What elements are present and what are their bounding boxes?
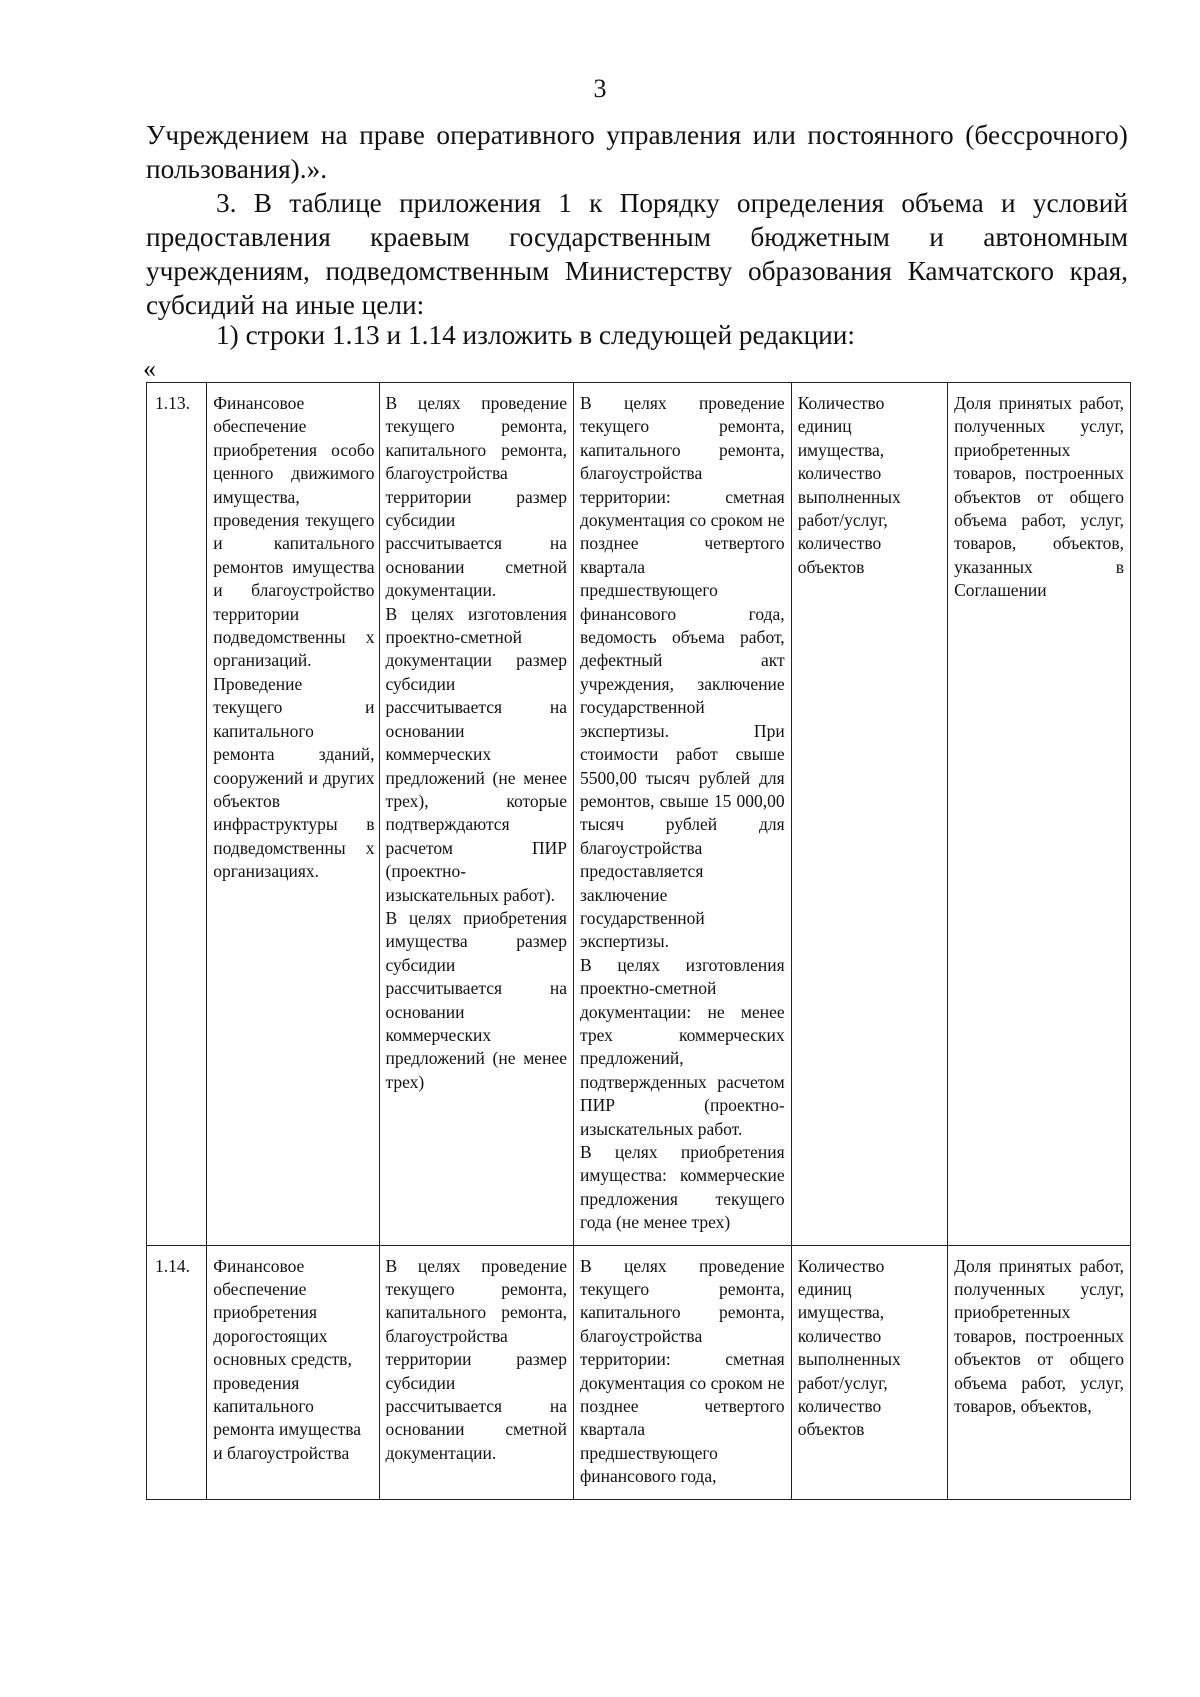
item-3-line-3: учреждениям, подведомственным Министерству образования Камчатского края,	[146, 256, 1128, 286]
calculation-text-purchase: В целях приобретения имущества размер субсидии рассчитывается на основании коммерческих предложений (не менее трех)	[385, 907, 567, 1092]
result-cell: Количество единиц имущества, количество выполненных работ/услуг, количество объектов	[791, 1245, 947, 1499]
table-row-1-13	[147, 383, 1131, 1246]
item-3-paragraph	[146, 186, 1128, 322]
subitem-1-text: 1) строки 1.13 и 1.14 изложить в следующей редакции:	[216, 320, 855, 350]
continuation-line-1: Учреждением на праве оперативного управления или постоянного (бессрочного)	[146, 120, 1128, 150]
continuation-line-2: пользования).».	[146, 154, 328, 184]
row-number: 1.14.	[147, 1245, 207, 1499]
calculation-cell	[379, 383, 573, 1246]
item-3-line-4: субсидий на иные цели:	[146, 290, 425, 320]
indicator-cell: Доля принятых работ, полученных услуг, приобретенных товаров, построенных объектов от общего объема работ, услуг, товаров, объектов,	[948, 1245, 1131, 1499]
row-number: 1.13.	[147, 383, 207, 1246]
item-3-line-2: предоставления краевым государственным бюджетным и автономным	[146, 222, 1128, 252]
indicator-cell: Доля принятых работ, полученных услуг, приобретенных товаров, построенных объектов от общего объема работ, услуг, товаров, объектов, указанных в Соглашении	[948, 383, 1131, 1246]
page-number: 3	[593, 74, 607, 103]
result-cell: Количество единиц имущества, количество выполненных работ/услуг, количество объектов	[791, 383, 947, 1246]
subitem-1-paragraph	[146, 318, 1128, 352]
documents-text-purchase: В целях приобретения имущества: коммерческие предложения текущего года (не менее трех)	[579, 1142, 785, 1233]
documents-text-repair: В целях проведение текущего ремонта, капитального ремонта, благоустройства территории: сметная документация со сроком не позднее четвертого квартала предшествующего финансового года, ведомость объема работ, дефектный акт учреждения, заключение государственной экспертизы. При стоимости работ свыше 5500,00 тысяч рублей для ремонтов, свыше 15 000,00 тысяч рублей для благоустройства предоставляется заключение государственной экспертизы.	[579, 393, 785, 952]
documents-text-design: В целях изготовления проектно-сметной документации: не менее трех коммерческих предложений, подтвержденных расчетом ПИР (проектно-изыскательных работ.	[579, 954, 785, 1139]
documents-cell	[573, 383, 791, 1246]
documents-text-repair: В целях проведение текущего ремонта, капитального ремонта, благоустройства территории: сметная документация со сроком не позднее четвертого квартала предшествующего финансового года,	[579, 1255, 785, 1487]
subsidy-purpose-cell: Финансовое обеспечение приобретения особо ценного движимого имущества, проведения текущего и капитального ремонтов имущества и благоустройство территории подведомственны х организаций. Проведение текущего и капитального ремонта зданий, сооружений и других объектов инфраструктуры в подведомственны х организациях.	[207, 383, 379, 1246]
subsidy-purpose-cell: Финансовое обеспечение приобретения дорогостоящих основных средств, проведения капитального ремонта имущества и благоустройства	[207, 1245, 379, 1499]
table-row-1-14	[147, 1245, 1131, 1499]
calculation-text-design: В целях изготовления проектно-сметной документации размер субсидии рассчитывается на основании коммерческих предложений (не менее трех), которые подтверждаются расчетом ПИР (проектно-изыскательных работ).	[385, 603, 567, 905]
subsidy-table	[146, 382, 1131, 1500]
documents-cell	[573, 1245, 791, 1499]
calculation-text-repair: В целях проведение текущего ремонта, капитального ремонта, благоустройства территории размер субсидии рассчитывается на основании сметной документации.	[385, 1255, 567, 1463]
calculation-text-repair: В целях проведение текущего ремонта, капитального ремонта, благоустройства территории размер субсидии рассчитывается на основании сметной документации.	[385, 393, 567, 601]
calculation-cell	[379, 1245, 573, 1499]
continuation-paragraph	[146, 118, 1128, 186]
opening-quote: «	[143, 354, 156, 383]
item-3-line-1: 3. В таблице приложения 1 к Порядку определения объема и условий	[216, 188, 1128, 218]
